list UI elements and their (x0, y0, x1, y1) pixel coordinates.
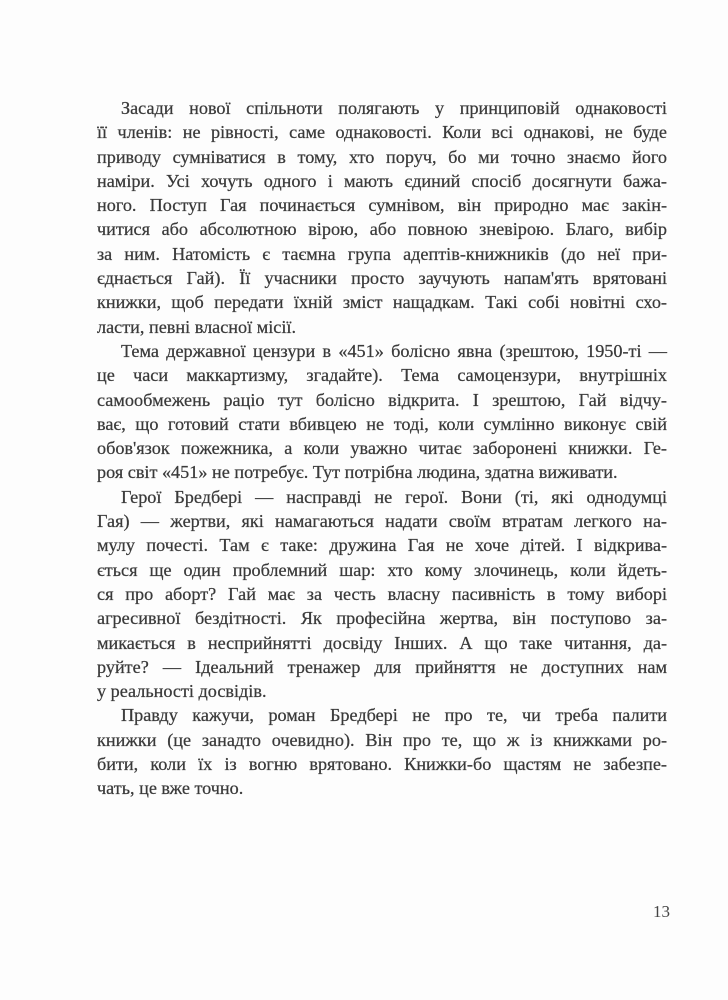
text-line: Герої Бредбері — насправді не герої. Вони (ті, які однодумці (121, 486, 667, 507)
page-number: 13 (653, 902, 670, 921)
paragraph (97, 96, 667, 339)
text-line: читися або абсолютною вірою, або повною зневірою. Благо, вибір (97, 219, 667, 240)
text-line: самообмежень раціо тут болісно відкрита. І зрештою, Гай відчу- (97, 389, 667, 410)
text-line: єднається Гай). Її учасники просто заучують напам'ять врятовані (97, 268, 667, 289)
text-line: ласти, певні власної місії. (97, 316, 297, 337)
text-line: ся про аборт? Гай має за честь власну пасивність в тому виборі (97, 583, 667, 604)
text-line: у реальності досвідів. (97, 681, 267, 702)
text-line: Тема державної цензури в «451» болісно явна (зрештою, 1950-ті — (121, 340, 667, 361)
text-line: мулу почесті. Там є таке: дружина Гая не хоче дітей. І відкрива- (97, 535, 667, 556)
text-line: руйте? — Ідеальний тренажер для прийняття не доступних нам (97, 656, 667, 677)
text-line: роя світ «451» не потребує. Тут потрібна людина, здатна виживати. (97, 462, 618, 483)
text-line: Засади нової спільноти полягають у принциповій однаковості (121, 98, 667, 118)
text-line: наміри. Усі хочуть одного і мають єдиний спосіб досягнути бажа- (97, 170, 667, 191)
text-line: ного. Поступ Гая починається сумнівом, він природно має закін- (97, 195, 667, 216)
text-line: агресивної бездітності. Як професійна жертва, він поступово за- (97, 608, 667, 629)
text-line: за ним. Натомість є таємна група адептів-книжників (до неї при- (97, 243, 667, 264)
text-line: бити, коли їх із вогню врятовано. Книжки-бо щастям не забезпе- (97, 754, 667, 775)
paragraph (97, 339, 667, 485)
text-line: ває, що готовий стати вбивцею не тоді, коли сумлінно виконує свій (97, 413, 667, 434)
paragraph (97, 703, 667, 800)
text-line: книжки (це занадто очевидно). Він про те, що ж із книжками ро- (97, 729, 667, 750)
text-line: Правду кажучи, роман Бредбері не про те, чи треба палити (121, 705, 667, 726)
text-line: її членів: не рівності, саме однаковості. Коли всі однакові, не буде (97, 122, 667, 143)
text-line: обов'язок пожежника, а коли уважно читає заборонені книжки. Ге- (97, 438, 667, 459)
text-line: книжки, щоб передати їхній зміст нащадкам. Такі собі новітні схо- (97, 292, 667, 313)
text-line: приводу сумніватися в тому, хто поруч, бо ми точно знаємо його (97, 146, 667, 167)
text-line: ється ще один проблемний шар: хто кому злочинець, коли йдеть- (97, 559, 667, 580)
text-line: Гая) — жертви, які намагаються надати своїм втратам легкого на- (97, 511, 667, 532)
text-line: чать, це вже точно. (97, 778, 244, 799)
body-text (97, 96, 667, 801)
text-line: микається в несприйнятті досвіду Інших. А що таке читання, да- (97, 632, 667, 653)
text-line: це часи маккартизму, згадайте). Тема самоцензури, внутрішніх (97, 365, 667, 386)
paragraph (97, 485, 667, 704)
